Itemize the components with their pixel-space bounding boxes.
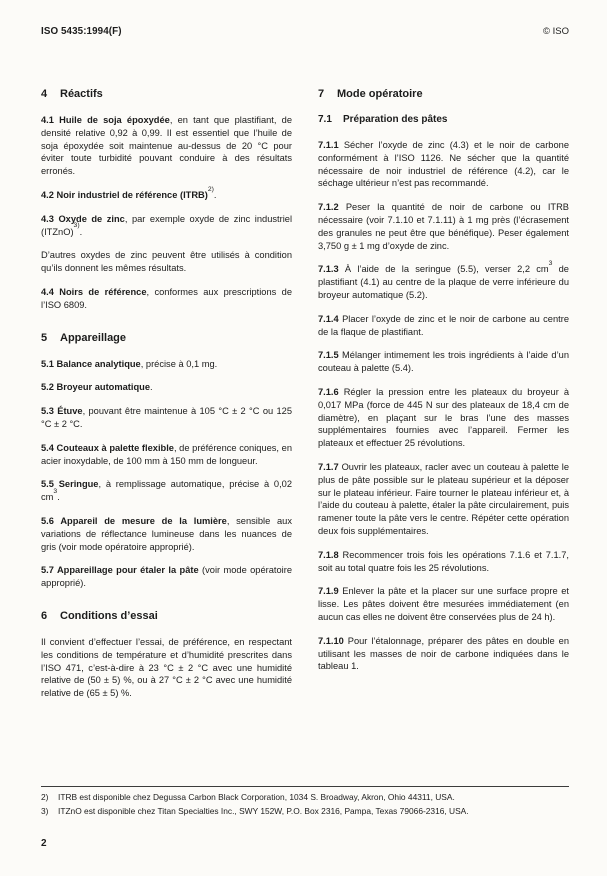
paragraph — [318, 461, 569, 538]
heading-title: Mode opératoire — [337, 88, 423, 100]
paragraph — [41, 478, 292, 504]
heading-number: 7 — [318, 88, 325, 100]
bold-run: 5.2 Broyeur automatique — [41, 382, 151, 393]
superscript-ref: 3) — [73, 222, 80, 230]
paragraph — [41, 185, 292, 202]
bold-run: 5.6 Appareil de mesure de la lumière — [41, 515, 227, 526]
text-run: . — [150, 382, 153, 393]
text-run: Recommencer trois fois les opérations 7.1.6 et 7.1.7, soit au total quatre fois les 25 révolutions. — [318, 549, 569, 573]
bold-run: 4.4 Noirs de référence — [41, 286, 147, 297]
text-run: , précise à 0,1 mg. — [140, 358, 218, 369]
paragraph — [318, 139, 569, 190]
text-run: Pour l’étalonnage, préparer des pâtes en double en utilisant les masses de noir de carbone indiquées dans le tableau 1. — [318, 635, 569, 672]
text-run: . — [57, 492, 60, 503]
text-run: , pouvant être maintenue à 105 °C ± 2 °C ou 125 °C ± 2 °C. — [41, 406, 292, 429]
bold-run: 4.3 Oxyde de zinc — [41, 213, 125, 224]
bold-run: 7.1.5 — [318, 350, 339, 361]
page-number: 2 — [41, 838, 47, 849]
paragraph — [318, 313, 569, 339]
bold-run: 7.1.9 — [318, 586, 339, 597]
document-id: ISO 5435:1994(F) — [41, 26, 122, 37]
superscript-ref: 3 — [548, 260, 553, 268]
footnote — [41, 792, 569, 803]
paragraph — [41, 442, 292, 468]
paragraph — [318, 549, 569, 575]
text-run: de plastifiant (4.1) au centre de la plaque de verre inférieure du broyeur automatique (5.2). — [318, 264, 569, 300]
paragraph — [41, 405, 292, 431]
text-run: Placer l’oxyde de zinc et le noir de carbone au centre de la flaque de plastifiant. — [318, 313, 569, 337]
bold-run: 5.4 Couteaux à palette flexible — [41, 442, 174, 453]
paragraph — [41, 213, 292, 239]
text-run: Il convient d’effectuer l’essai, de préférence, en respectant les conditions de température et d’humidité prescrites dans l’ISO 471, c’est-à-dire à 23 °C ± 2 °C avec une humidité relative de (50 ± 5) %, ou à 27 °C ± 2 °C avec une humidité relative de (65 ± 5) %. — [41, 636, 292, 699]
footnote-marker: 2) — [41, 792, 49, 802]
paragraph — [318, 585, 569, 623]
footnotes — [41, 792, 569, 817]
footnote-text: ITRB est disponible chez Degussa Carbon Black Corporation, 1034 S. Broadway, Akron, Ohio 44311, USA. — [58, 792, 455, 802]
bold-run: 7.1.4 — [318, 313, 339, 324]
text-run: , conformes aux prescriptions de l’ISO 6809. — [41, 286, 293, 310]
paragraph — [318, 635, 569, 673]
section-heading-5 — [41, 332, 292, 344]
paragraph — [41, 515, 292, 553]
paragraph — [318, 386, 569, 450]
page-header — [41, 26, 569, 37]
section-heading-6 — [41, 610, 292, 622]
superscript-ref: 3 — [53, 488, 58, 496]
text-run: , en tant que plastifiant, de densité relative 0,92 à 0,99. Il est essentiel que l’huile de soja époxydée soit maintenue au-dessus de 20 °C pour éviter toute turbidité pouvant conduire à des résultats erronés. — [41, 115, 293, 177]
heading-number: 6 — [41, 609, 48, 622]
text-run: , sensible aux variations de réflectance lumineuse dans les nuances de gris (voir mode opératoire approprié). — [41, 515, 292, 552]
bold-run: 7.1.8 — [318, 549, 339, 560]
body-columns — [41, 88, 569, 711]
paragraph — [41, 381, 292, 394]
text-run: Peser la quantité de noir de carbone ou ITRB nécessaire (voir 7.1.10 et 7.1.11) à 1 mg près (l’écrasement des granules ne peut être que bénéfique). Peser également 3,750 g ± 1 mg d’oxyde de zinc. — [318, 202, 569, 251]
footnote-rule — [41, 786, 569, 787]
bold-run: 7.1.10 — [318, 635, 344, 646]
heading-number: 5 — [41, 331, 48, 344]
text-run: , à remplissage automatique, précise à 0,02 cm — [41, 479, 292, 503]
bold-run: 7.1.6 — [318, 386, 339, 397]
text-run: Mélanger intimement les trois ingrédients à l’aide d’un couteau à palette (5.4). — [318, 350, 569, 374]
bold-run: 5.7 Appareillage pour étaler la pâte — [41, 565, 199, 576]
bold-run: 7.1.7 — [318, 461, 339, 472]
heading-number: 4 — [41, 88, 48, 100]
text-run: , de préférence coniques, en acier inoxydable, de 100 mm à 150 mm de longueur. — [41, 442, 292, 466]
bold-run: 5.1 Balance analytique — [41, 358, 141, 369]
text-run: Régler la pression entre les plateaux du broyeur à 0,017 MPa (force de 445 N sur des plateaux de 18,4 cm de diamètre), en plaçant sur le bras l’une des masses supplémentaires fournies avec l’appareil. Fermer les plateaux et effectuer 25 révolutions. — [318, 386, 569, 449]
section-heading-7.1 — [318, 114, 569, 125]
heading-number: 7.1 — [318, 114, 332, 125]
text-run: , par exemple oxyde de zinc industriel (ITZnO) — [41, 213, 293, 237]
paragraph — [41, 286, 292, 312]
heading-title: Appareillage — [60, 331, 127, 344]
text-run: Ouvrir les plateaux, racler avec un couteau à palette le plus de pâte possible sur le plateau supérieur et la déposer sur le plateau inférieur. Faire tourner le plateau inférieur et, à l’aide du couteau à palette, étaler la pâte circulairement, puis ramener toute la pâte vers le centre. Répéter cette opération deux fois supplémentaires. — [318, 461, 569, 536]
heading-title: Réactifs — [60, 88, 103, 100]
copyright-notice: © ISO — [542, 26, 569, 37]
bold-run: 7.1.2 — [318, 202, 339, 213]
text-run: D’autres oxydes de zinc peuvent être utilisés à condition qu’ils donnent les mêmes résultats. — [41, 250, 292, 274]
column-right — [318, 88, 569, 711]
bold-run: 4.1 Huile de soja époxydée — [41, 115, 170, 125]
paragraph — [41, 564, 292, 590]
paragraph — [318, 349, 569, 375]
bold-run: 4.2 Noir industriel de référence (ITRB) — [41, 189, 208, 200]
paragraph — [41, 636, 292, 700]
bold-run: 7.1.1 — [318, 140, 339, 150]
footnote — [41, 806, 569, 817]
paragraph — [318, 260, 569, 301]
bold-run: 5.3 Étuve — [41, 406, 83, 417]
footnote-block — [41, 786, 569, 817]
paragraph — [41, 358, 292, 371]
text-run: . — [79, 226, 83, 237]
section-heading-4 — [41, 88, 292, 100]
paragraph — [41, 249, 292, 275]
text-run: Sécher l’oxyde de zinc (4.3) et le noir de carbone conformément à l’ISO 1126. Ne sécher que la quantité nécessaire de noir industriel de référence (4.2), car le séchage ultérieur n’est pas recommandé. — [318, 140, 569, 189]
footnote-marker: 3) — [41, 806, 49, 816]
heading-title: Conditions d’essai — [60, 609, 158, 622]
bold-run: 5.5 Seringue — [41, 479, 99, 490]
text-run: . — [213, 189, 217, 200]
text-run: Enlever la pâte et la placer sur une surface propre et lisse. Les pâtes doivent être mesurées immédiatement (en aucun cas elles ne doivent être conservées plus de 24 h). — [318, 586, 569, 622]
paragraph — [318, 201, 569, 252]
text-run: À l’aide de la seringue (5.5), verser 2,2 cm — [338, 264, 549, 275]
paragraph — [41, 114, 292, 178]
text-run: (voir mode opératoire approprié). — [41, 565, 292, 589]
column-left — [41, 88, 292, 711]
superscript-ref: 2) — [207, 185, 214, 193]
bold-run: 7.1.3 — [318, 264, 339, 275]
footnote-text: ITZnO est disponible chez Titan Specialties Inc., SWY 152W, P.O. Box 2316, Pampa, Texas 79066-2316, USA. — [58, 806, 469, 816]
section-heading-7 — [318, 88, 569, 100]
heading-title: Préparation des pâtes — [343, 114, 448, 125]
